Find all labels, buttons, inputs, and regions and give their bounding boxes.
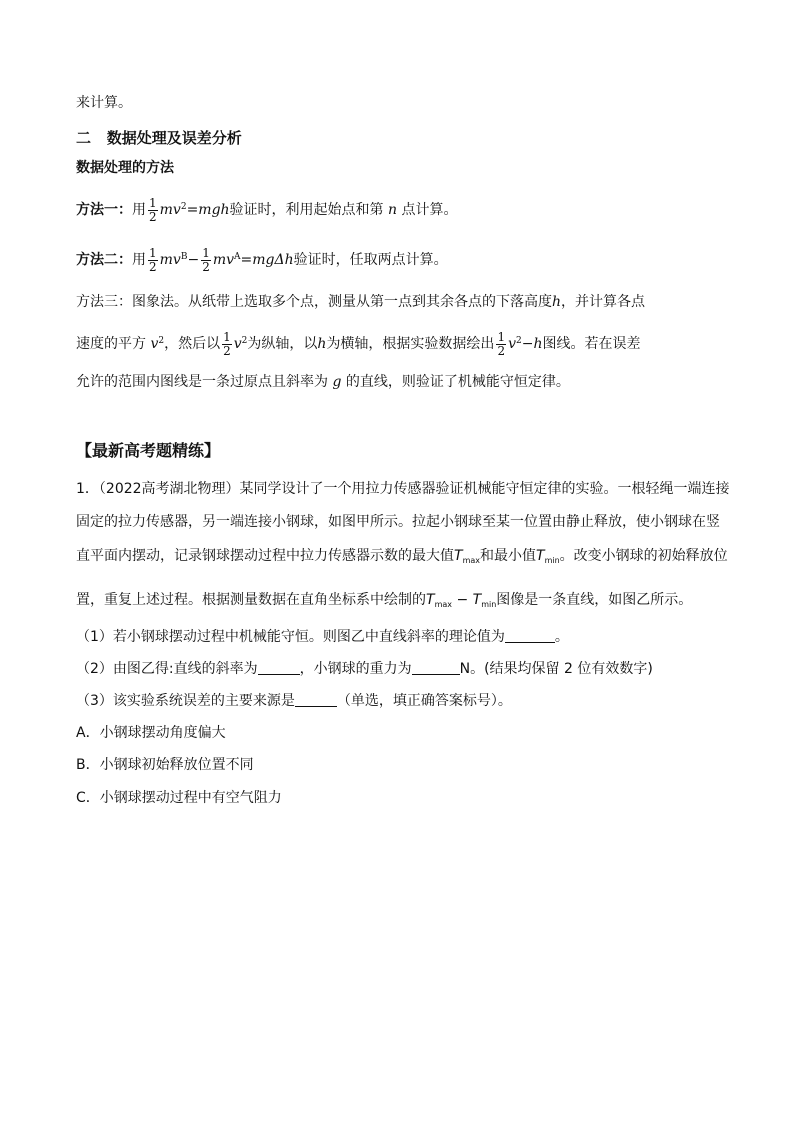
question-1-line-2: 固定的拉力传感器，另一端连接小钢球，如图甲所示。拉起小钢球至某一位置由静止释放，使小钢球在竖 xyxy=(76,514,720,530)
section-heading xyxy=(76,128,242,148)
fraction-half: $\frac{1}{2}$ xyxy=(202,245,210,274)
method-3-line-3: 允许的范围内图线是一条过原点且斜率为 g 的直线，则验证了机械能守恒定律。 xyxy=(76,374,570,390)
answer-blank[interactable] xyxy=(412,660,460,675)
question-1-line-4: 置，重复上述过程。根据测量数据在直角坐标系中绘制的$T_{max} - T_{min}$图像是一条直线，如图乙所示。 xyxy=(76,592,693,609)
method-3-line-2: 速度的平方 $v^2$，然后以 $\frac{1}{2}$ $v^2$为纵轴，以h为横轴，根据实验数据绘出 $\frac{1}{2}$ $v^2-h$图线。若在误差 xyxy=(76,329,641,358)
method-2: 方法二：用 $\frac{1}{2}$ $mv^B-$ $\frac{1}{2}$ $mv^A=mg\Delta h$验证时，任取两点计算。 xyxy=(76,245,448,274)
answer-blank[interactable] xyxy=(258,660,300,675)
method-label: 方法二： xyxy=(76,252,132,268)
question-1-line-1: 1．（2022高考湖北物理）某同学设计了一个用拉力传感器验证机械能守恒定律的实验。一根轻绳一端连接 xyxy=(76,481,730,497)
fraction-half: $\frac{1}{2}$ xyxy=(149,195,157,224)
sub-question-2: （2）由图乙得:直线的斜率为 ，小钢球的重力为 N。(结果均保留 2 位有效数字) xyxy=(76,661,653,677)
answer-blank[interactable] xyxy=(295,692,337,707)
method-1: 方法一：用 $\frac{1}{2}$ $mv^2=mgh$验证时，利用起始点和第 n 点计算。 xyxy=(76,195,458,224)
method-3-line-1: 方法三：图象法。从纸带上选取多个点，测量从第一点到其余各点的下落高度h，并计算各点 xyxy=(76,294,646,310)
fraction-half: $\frac{1}{2}$ xyxy=(149,245,157,274)
sub-question-1: （1）若小钢球摆动过程中机械能守恒。则图乙中直线斜率的理论值为 。 xyxy=(76,629,569,645)
sub-question-3: （3）该实验系统误差的主要来源是 （单选，填正确答案标号）。 xyxy=(76,693,512,709)
method-label: 方法一： xyxy=(76,202,132,218)
text-line: 来计算。 xyxy=(76,95,132,111)
option-b: B．小钢球初始释放位置不同 xyxy=(76,757,254,773)
section-number: 二 xyxy=(76,129,92,147)
option-c: C．小钢球摆动过程中有空气阻力 xyxy=(76,790,282,806)
fraction-half: $\frac{1}{2}$ xyxy=(497,329,506,358)
question-1-line-3: 直平面内摆动，记录钢球摆动过程中拉力传感器示数的最大值$T_{max}$和最小值$T_{min}$。改变小钢球的初始释放位 xyxy=(76,548,728,565)
option-a: A．小钢球摆动角度偏大 xyxy=(76,725,226,741)
fraction-half: $\frac{1}{2}$ xyxy=(223,329,231,358)
tmax-symbol: T xyxy=(454,548,463,564)
subheading: 数据处理的方法 xyxy=(76,160,174,176)
tmin-symbol: T xyxy=(536,548,545,564)
answer-blank[interactable] xyxy=(505,628,555,643)
section-title: 数据处理及误差分析 xyxy=(106,129,242,147)
exam-section-title: 【最新高考题精练】 xyxy=(76,441,221,460)
